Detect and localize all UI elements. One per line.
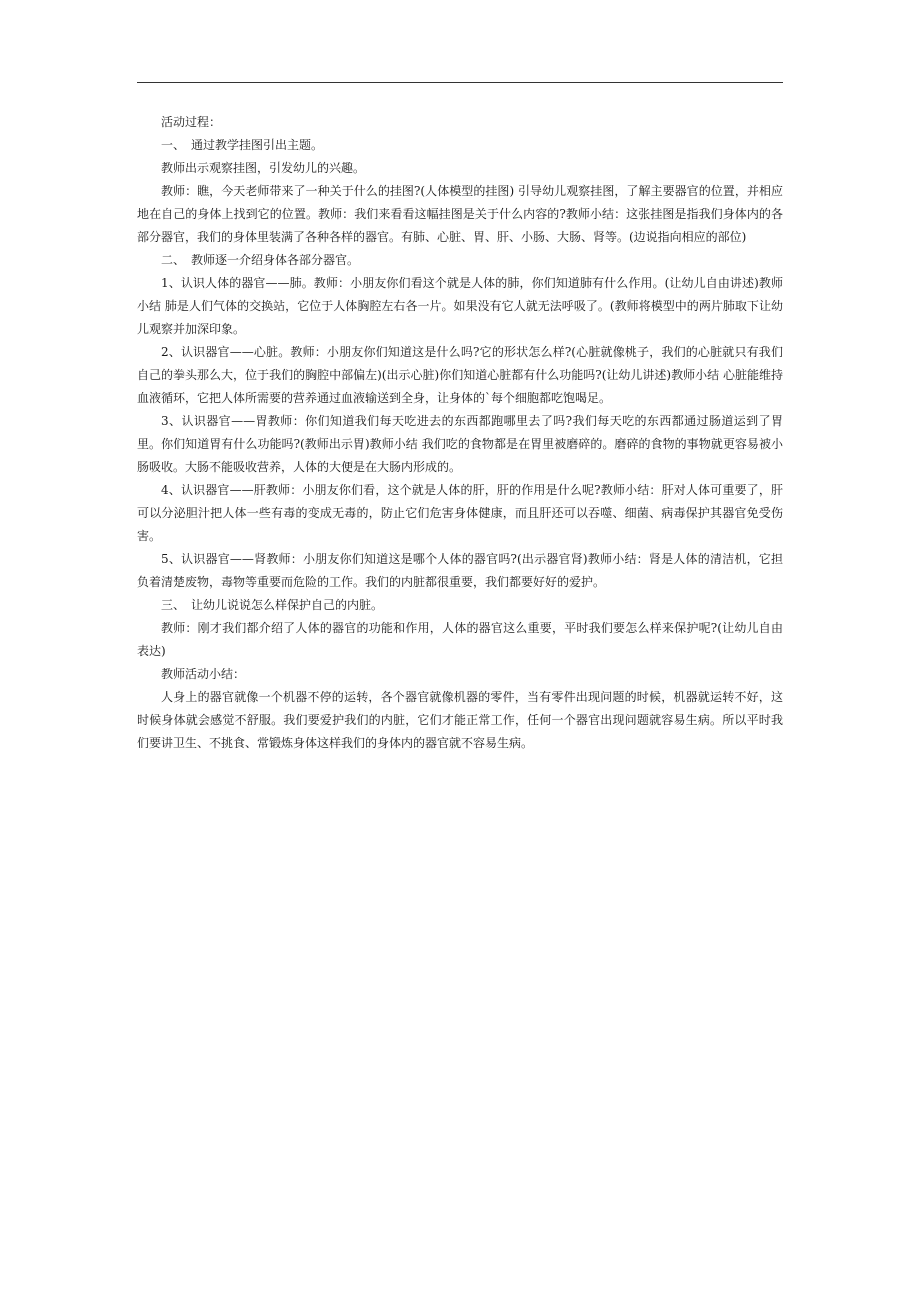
section-heading-three: 三、 让幼儿说说怎么样保护自己的内脏。 (161, 598, 384, 612)
paragraph-heart: 2、认识器官——心脏。教师：小朋友你们知道这是什么吗?它的形状怎么样?(心脏就像桃子，我们的心脏就只有我们自己的拳头那么大，位于我们的胸腔中部偏左)(出示心脏)你们知道心脏都有什么功能吗?(让幼儿讲述)教师小结 心脏能维持血液循环，它把人体所需要的营养通过血液输送到全身，让身体的`每个细胞都吃饱喝足。 (137, 345, 783, 405)
paragraph-liver: 4、认识器官——肝教师：小朋友你们看，这个就是人体的肝，肝的作用是什么呢?教师小结：肝对人体可重要了，肝可以分泌胆汁把人体一些有毒的变成无毒的，防止它们危害身体健康，而且肝还可以吞噬、细菌、病毒保护其器官免受伤害。 (137, 483, 783, 543)
document-body (137, 111, 783, 755)
paragraph: 教师：刚才我们都介绍了人体的器官的功能和作用，人体的器官这么重要，平时我们要怎么样来保护呢?(让幼儿自由表达) (137, 621, 783, 658)
paragraph: 教师：瞧，今天老师带来了一种关于什么的挂图?(人体模型的挂图) 引导幼儿观察挂图，了解主要器官的位置，并相应地在自己的身体上找到它的位置。教师：我们来看看这幅挂图是关于什么内容的?教师小结：这张挂图是指我们身体内的各部分器官，我们的身体里装满了各种各样的器官。有肺、心脏、胃、肝、小肠、大肠、肾等。(边说指向相应的部位) (137, 184, 783, 244)
header-rule (137, 82, 783, 83)
paragraph-lungs: 1、认识人体的器官——肺。教师：小朋友你们看这个就是人体的肺，你们知道肺有什么作用。(让幼儿自由讲述)教师小结 肺是人们气体的交换站，它位于人体胸腔左右各一片。如果没有它人就无法呼吸了。(教师将模型中的两片肺取下让幼儿观察并加深印象。 (137, 276, 783, 336)
paragraph-kidney: 5、认识器官——肾教师：小朋友你们知道这是哪个人体的器官吗?(出示器官肾)教师小结：肾是人体的清洁机，它担负着清楚废物，毒物等重要而危险的工作。我们的内脏都很重要，我们都要好好的爱护。 (137, 552, 783, 589)
section-heading-one: 一、 通过教学挂图引出主题。 (161, 138, 324, 152)
paragraph-activity-process: 活动过程： (161, 115, 222, 129)
paragraph: 教师出示观察挂图，引发幼儿的兴趣。 (161, 161, 366, 175)
paragraph-stomach: 3、认识器官——胃教师：你们知道我们每天吃进去的东西都跑哪里去了吗?我们每天吃的东西都通过肠道运到了胃里。你们知道胃有什么功能吗?(教师出示胃)教师小结 我们吃的食物都是在胃里被磨碎的。磨碎的食物的事物就更容易被小肠吸收。大肠不能吸收营养，人体的大便是在大肠内形成的。 (137, 414, 783, 474)
paragraph-summary: 人身上的器官就像一个机器不停的运转，各个器官就像机器的零件，当有零件出现问题的时候，机器就运转不好，这时候身体就会感觉不舒服。我们要爱护我们的内脏，它们才能正常工作，任何一个器官出现问题就容易生病。所以平时我们要讲卫生、不挑食、常锻炼身体这样我们的身体内的器官就不容易生病。 (137, 690, 783, 750)
paragraph-summary-heading: 教师活动小结： (161, 667, 246, 681)
section-heading-two: 二、 教师逐一介绍身体各部分器官。 (161, 253, 360, 267)
